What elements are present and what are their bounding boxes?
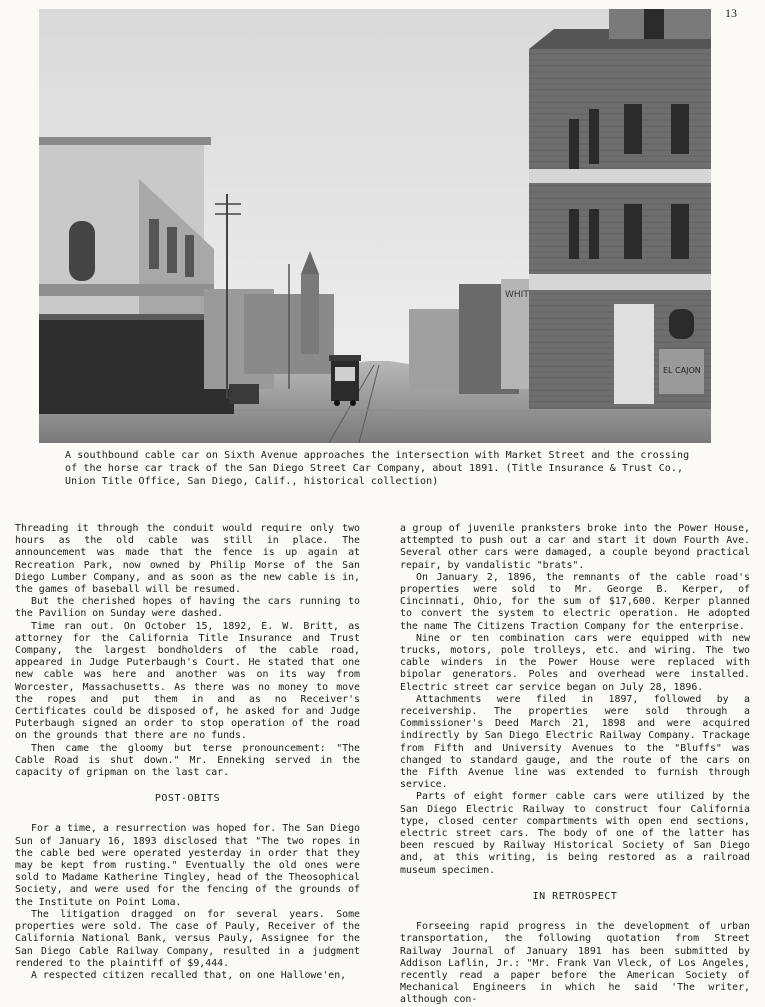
- photo-caption: A southbound cable car on Sixth Avenue approaches the intersection with Market Street and the crossing of the horse car track of the San Diego Street Car Company, about 1891. (Title Insurance & Trust Co., Union Title Office, San Diego, Calif., historical collection): [65, 450, 690, 487]
- section-heading-post-obits: POST-OBITS: [154, 793, 221, 805]
- paragraph: The litigation dragged on for several years. Some properties were sold. The case of Pauly, Receiver of the California National Bank, versus Pauly, Assignee for the San Diego Cable Railway Company, resulted in a judgment rendered to the plaintiff of $9,444.: [15, 908, 360, 969]
- store-sign-text: EL CAJON: [663, 366, 701, 375]
- page-number: 13: [725, 6, 737, 20]
- left-column: [15, 523, 360, 982]
- paragraph: On January 2, 1896, the remnants of the cable road's properties were sold to Mr. George B. Kerper, of Cincinnati, Ohio, for the sum of $17,600. Kerper planned to convert the system to electric operation. He adopted the name The Citizens Traction Company for the enterprise.: [400, 571, 750, 632]
- paragraph: Parts of eight former cable cars were utilized by the San Diego Electric Railway to construct four California type, closed center compartments with open end sections, electric street cars. The body of one of the latter has been rescued by Railway Historical Society of San Diego and, at this writing, is being restored as a railroad museum specimen.: [400, 791, 750, 876]
- paragraph: For a time, a resurrection was hoped for. The San Diego Sun of January 16, 1893 disclosed that "The two ropes in the cable bed were operated yesterday in order that they may be kept from rusting." Eventually the old ones were sold to Madame Katherine Tingley, head of the Theosophical Society, and were used for the fencing of the grounds of the Institute on Point Loma.: [15, 823, 360, 908]
- section-heading-in-retrospect: IN RETROSPECT: [532, 890, 618, 902]
- right-building: [529, 9, 711, 409]
- right-column: [400, 523, 750, 1007]
- paragraph: Attachments were filed in 1897, followed by a receivership. The properties were sold through a Commissioner's Deed March 21, 1898 and were acquired indirectly by San Diego Electric Railway Company. Trackage from Fifth and University Avenues to the "Bluffs" was changed to standard gauge, and the route of the cars on the Fifth Avenue line was extended to furnish through service.: [400, 693, 750, 791]
- paragraph: a group of juvenile pranksters broke into the Power House, attempted to push out a car and start it down Fourth Ave. Several other cars were damaged, a couple beyond practical repair, by vandalistic "brats".: [400, 523, 750, 571]
- paragraph: Then came the gloomy but terse pronouncement: "The Cable Road is shut down." Mr. Enneking served in the capacity of gripman on the last car.: [15, 742, 360, 779]
- paragraph: Threading it through the conduit would require only two hours as the old cable was still in place. The announcement was made that the fence is up again at Recreation Park, now owned by Philip Morse of the San Diego Lumber Company, and as soon as the new cable is in, the games of baseball will be resumed.: [15, 523, 360, 596]
- paragraph: Nine or ten combination cars were equipped with new trucks, motors, pole trolleys, etc. and wiring. The two cable winders in the Power House were replaced with bipolar generators. Poles and overhead were installed. Electric street car service began on July 28, 1896.: [400, 632, 750, 693]
- historical-photo-street-scene: [39, 9, 711, 443]
- paragraph: A respected citizen recalled that, on one Hallowe'en,: [31, 969, 347, 981]
- cable-car: [329, 355, 361, 406]
- paragraph: But the cherished hopes of having the cars running to the Pavilion on Sunday were dashed.: [15, 596, 360, 620]
- paragraph: Time ran out. On October 15, 1892, E. W. Britt, as attorney for the California Title Insurance and Trust Company, the largest bondholders of the cable road, appeared in Judge Puterbaugh's Court. He stated that one new cable was here and another was on its way from Worcester, Massachusetts. As there was no money to move the ropes and put them in and as no Receiver's Certificates could be disposed of, he asked for and Judge Puterbaugh signed an order to stop operation of the road on the grounds that there are no funds.: [15, 620, 360, 742]
- paragraph: Forseeing rapid progress in the development of urban transportation, the following quotation from Street Railway Journal of January 1891 has been submitted by Addison Laflin, Jr.: "Mr. Frank Van Vleck, of Los Angeles, recently read a paper before the American Society of Mechanical Engineers in which he said 'The writer, although con-: [400, 921, 750, 1006]
- white-sign-text: WHIT: [505, 290, 529, 300]
